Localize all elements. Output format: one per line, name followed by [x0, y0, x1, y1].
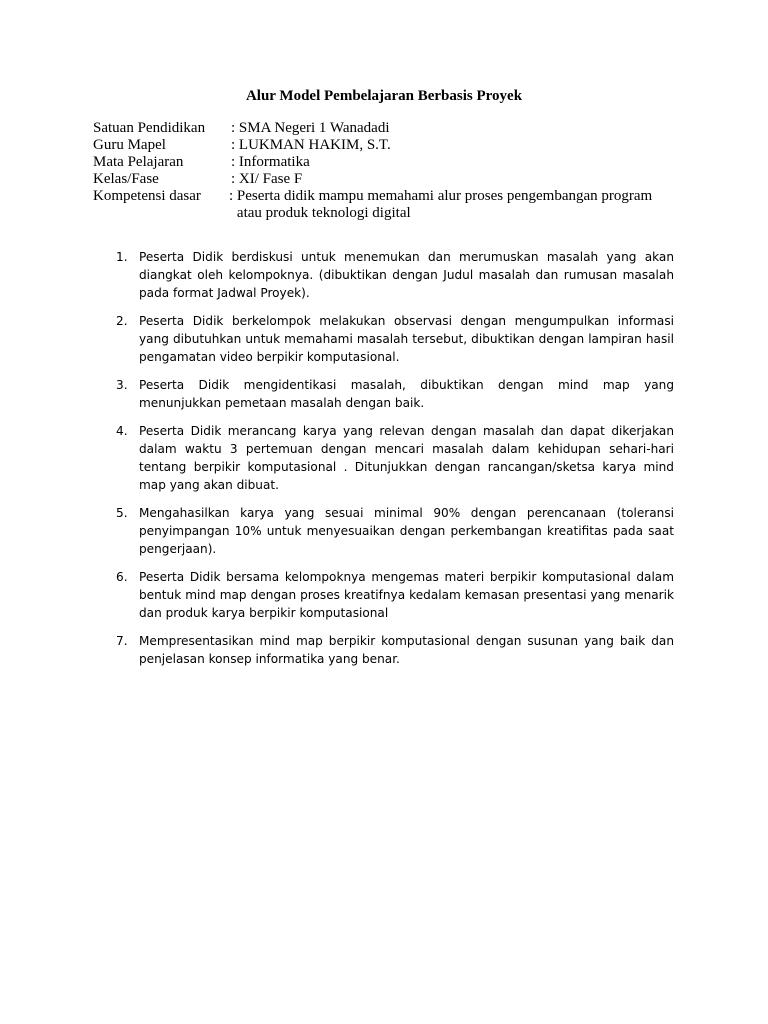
step-item: [106, 632, 674, 668]
step-number: 3.: [116, 378, 128, 392]
step-text: Mempresentasikan mind map berpikir komputasional dengan susunan yang baik dan penjelasan konsep informatika yang benar.: [139, 634, 674, 666]
step-number: 7.: [116, 634, 128, 648]
meta-value: SMA Negeri 1 Wanadadi: [238, 120, 390, 136]
meta-label: Satuan Pendidikan: [93, 120, 206, 136]
step-item: [106, 248, 674, 302]
meta-value: Peserta didik mampu memahami alur proses pengembangan program atau produk teknologi digital: [236, 188, 653, 221]
meta-row-satuan-pendidikan: [93, 120, 693, 137]
step-text: Peserta Didik berkelompok melakukan observasi dengan mengumpulkan informasi yang dibutuhkan untuk memahami masalah tersebut, dibuktikan dengan lampiran hasil pengamatan video berpikir komputasional.: [139, 314, 674, 364]
step-number: 4.: [116, 424, 128, 438]
meta-row-kelas-fase: [93, 171, 693, 188]
meta-colon: :: [229, 188, 237, 204]
meta-value: XI/ Fase F: [238, 171, 303, 187]
step-item: [106, 568, 674, 622]
meta-value: LUKMAN HAKIM, S.T.: [238, 137, 391, 153]
step-item: [106, 422, 674, 494]
meta-value: Informatika: [238, 154, 310, 170]
step-text: Peserta Didik bersama kelompoknya mengemas materi berpikir komputasional dalam bentuk mind map dengan proses kreatifnya kedalam kemasan presentasi yang menarik dan produk karya berpikir komputasional: [139, 570, 674, 620]
meta-row-kompetensi-dasar: [93, 188, 693, 222]
meta-colon: :: [231, 120, 239, 136]
meta-label: Mata Pelajaran: [93, 154, 184, 170]
steps-list: [106, 248, 674, 678]
step-text: Peserta Didik berdiskusi untuk menemukan dan merumuskan masalah yang akan diangkat oleh kelompoknya. (dibuktikan dengan Judul masalah dan rumusan masalah pada format Jadwal Proyek).: [139, 250, 674, 300]
step-number: 1.: [116, 250, 128, 264]
meta-row-mata-pelajaran: [93, 154, 693, 171]
step-text: Mengahasilkan karya yang sesuai minimal 90% dengan perencanaan (toleransi penyimpangan 10% untuk menyesuaikan dengan perkembangan kreatifitas pada saat pengerjaan).: [139, 506, 674, 556]
step-item: [106, 504, 674, 558]
step-text: Peserta Didik mengidentikasi masalah, dibuktikan dengan mind map yang menunjukkan pemetaan masalah dengan baik.: [139, 378, 674, 410]
document-meta: [93, 120, 693, 222]
step-item: [106, 376, 674, 412]
meta-colon: :: [231, 137, 239, 153]
meta-label: Guru Mapel: [93, 137, 166, 153]
document-title: Alur Model Pembelajaran Berbasis Proyek: [245, 88, 523, 104]
meta-row-guru-mapel: [93, 137, 693, 154]
step-number: 2.: [116, 314, 128, 328]
meta-colon: :: [231, 154, 239, 170]
step-number: 6.: [116, 570, 128, 584]
meta-colon: :: [231, 171, 239, 187]
meta-label: Kompetensi dasar: [93, 188, 201, 204]
meta-label: Kelas/Fase: [93, 171, 159, 187]
step-number: 5.: [116, 506, 128, 520]
step-item: [106, 312, 674, 366]
step-text: Peserta Didik merancang karya yang relevan dengan masalah dan dapat dikerjakan dalam waktu 3 pertemuan dengan mencari masalah dalam kehidupan sehari-hari tentang berpikir komputasional . Ditunjukkan dengan rancangan/sketsa karya mind map yang akan dibuat.: [139, 424, 674, 492]
